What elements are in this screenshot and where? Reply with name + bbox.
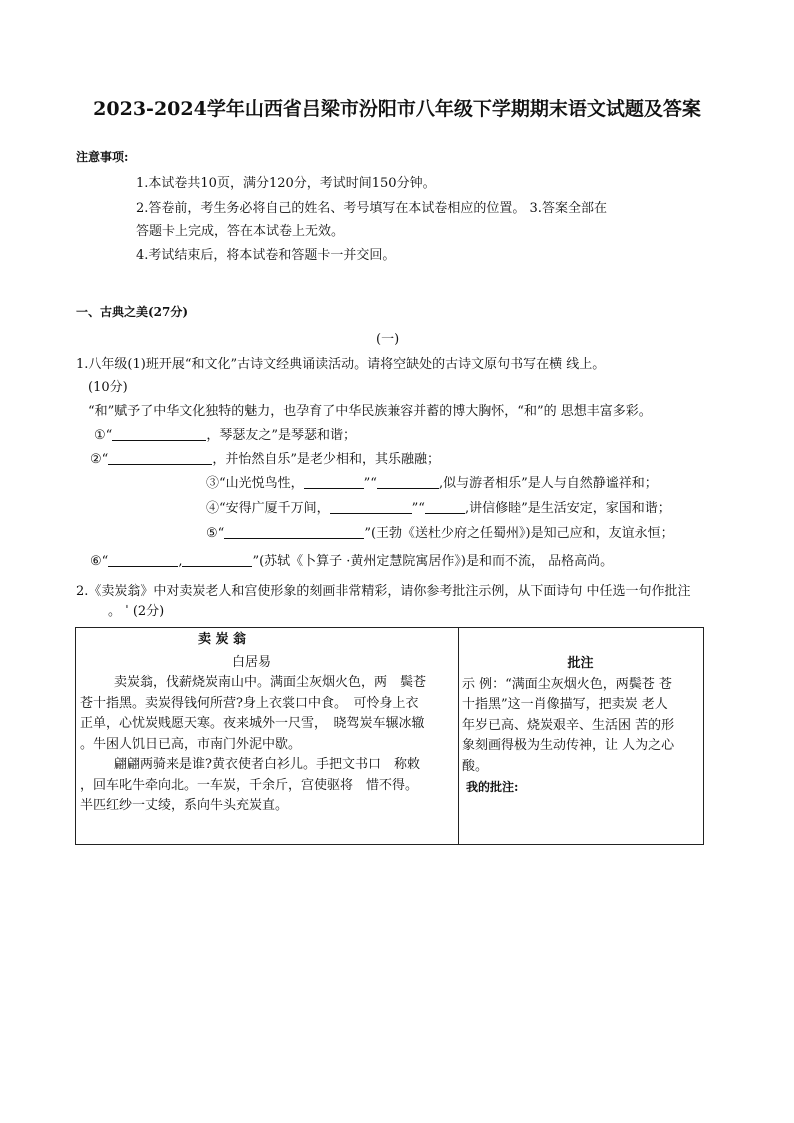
answer-blank[interactable] <box>182 553 252 567</box>
poem-line: 正单，心忧炭贱愿天寒。夜来城外一尺雪， 晓驾炭车辗冰辙 <box>80 716 425 731</box>
comment-example-line: 酸。 <box>462 758 489 774</box>
comment-cell <box>459 628 704 845</box>
page-title: 2023-2024学年山西省吕梁市汾阳市八年级下学期期末语文试题及答案 <box>93 98 701 120</box>
q1-blank-line-1 <box>94 424 356 443</box>
poem-line: 。牛困人饥日已高，市南门外泥中歇。 <box>80 736 302 752</box>
blank-suffix: ”(王勃《送杜少府之任蜀州》)是知己应和，友谊永恒； <box>364 526 674 541</box>
notice-heading: 注意事项: <box>76 150 129 164</box>
notice-item: 答题卡上完成，答在本试卷上无效。 <box>136 224 345 239</box>
my-comment-label[interactable]: 我的批注: <box>466 780 519 794</box>
comment-example-line: 年岁已高、烧炭艰辛、生活困 苦的形 <box>462 717 675 733</box>
answer-blank[interactable] <box>330 500 412 514</box>
notice-item: 4.考试结束后，将本试卷和答题卡一并交回。 <box>136 248 396 263</box>
poem-line: 苍十指黑。卖炭得钱何所营?身上衣裳口中食。 可怜身上衣 <box>80 695 419 711</box>
poem-line: ，回车叱牛牵向北。一车炭，千余斤，宫使驱将 惜不得。 <box>80 777 419 793</box>
blank-suffix: ，并怡然自乐”是老少相和，其乐融融； <box>212 452 440 467</box>
answer-blank[interactable] <box>425 500 465 514</box>
poem-table <box>75 627 704 845</box>
q1-blank-line-6 <box>90 550 613 569</box>
comment-heading: 批注 <box>567 656 594 671</box>
blank-prefix: ①“ <box>94 428 113 443</box>
subsection-heading: (一) <box>376 332 400 347</box>
blank-separator: , <box>178 554 183 569</box>
comment-example-line: 象刻画得极为生动传神，让 人为之心 <box>462 738 675 753</box>
poem-cell <box>76 628 459 845</box>
poem-line: 翩翩两骑来是谁?黄衣使者白衫儿。手把文书口 称敕 <box>114 757 420 772</box>
blank-prefix: ③“山光悦鸟性， <box>206 476 304 491</box>
answer-blank[interactable] <box>108 451 212 465</box>
answer-blank[interactable] <box>377 475 439 489</box>
poem-title: 卖 炭 翁 <box>198 632 247 647</box>
blank-suffix: ,讲信修睦”是生活安定，家国和谐； <box>464 501 671 516</box>
section-heading: 一、古典之美(27分) <box>76 305 189 319</box>
blank-prefix: ②“ <box>90 452 109 467</box>
blank-suffix: ”(苏轼《卜算子 ·黄州定慧院寓居作》)是和而不流， 品格高尚。 <box>252 554 614 569</box>
answer-blank[interactable] <box>108 553 178 567</box>
comment-example-line: 十指黑”这一肖像描写，把卖炭 老人 <box>462 697 668 712</box>
notice-item: 2.答卷前，考生务必将自己的姓名、考号填写在本试卷相应的位置。 3.答案全部在 <box>136 201 607 216</box>
q1-blank-line-2 <box>90 448 440 467</box>
blank-prefix: ⑤“ <box>206 526 225 541</box>
answer-blank[interactable] <box>112 427 206 441</box>
q2-prompt-continued: 。 ˈ (2分) <box>108 604 165 619</box>
poem-line: 卖炭翁，伐薪烧炭南山中。满面尘灰烟火色，两 鬓苍 <box>114 675 427 690</box>
q1-blank-line-4 <box>206 497 671 516</box>
q2-prompt: 2.《卖炭翁》中对卖炭老人和宫使形象的刻画非常精彩，请你参考批注示例，从下面诗句 中任选一句作批注 <box>76 584 691 599</box>
q1-blank-line-3 <box>206 472 658 491</box>
comment-example-line: 示 例：“满面尘灰烟火色，两鬓苍 苍 <box>462 676 672 692</box>
q1-prompt: 1.八年级(1)班开展“和文化”古诗文经典诵读活动。请将空缺处的古诗文原句书写在横 线上。 <box>76 357 606 372</box>
blank-prefix: ⑥“ <box>90 554 109 569</box>
notice-item: 1.本试卷共10页，满分120分，考试时间150分钟。 <box>136 176 436 191</box>
blank-suffix: ，琴瑟友之”是琴瑟和谐； <box>206 428 356 443</box>
poem-line: 半匹红纱一丈绫，系向牛头充炭直。 <box>80 798 289 813</box>
q1-blank-line-5 <box>206 522 674 541</box>
answer-blank[interactable] <box>304 475 364 489</box>
blank-separator: ”“ <box>411 501 425 516</box>
blank-prefix: ④“安得广厦千万间， <box>206 501 330 516</box>
blank-separator: ”“ <box>363 476 377 491</box>
poem-author: 白居易 <box>232 654 272 670</box>
q1-points: (10分) <box>88 380 128 395</box>
q1-intro: “和”赋予了中华文化独特的魅力，也孕育了中华民族兼容并蓄的博大胸怀，“和”的 思想丰富多彩。 <box>88 404 652 419</box>
blank-suffix: ,似与游者相乐”是人与自然静谧祥和； <box>438 476 658 491</box>
answer-blank[interactable] <box>224 525 364 539</box>
